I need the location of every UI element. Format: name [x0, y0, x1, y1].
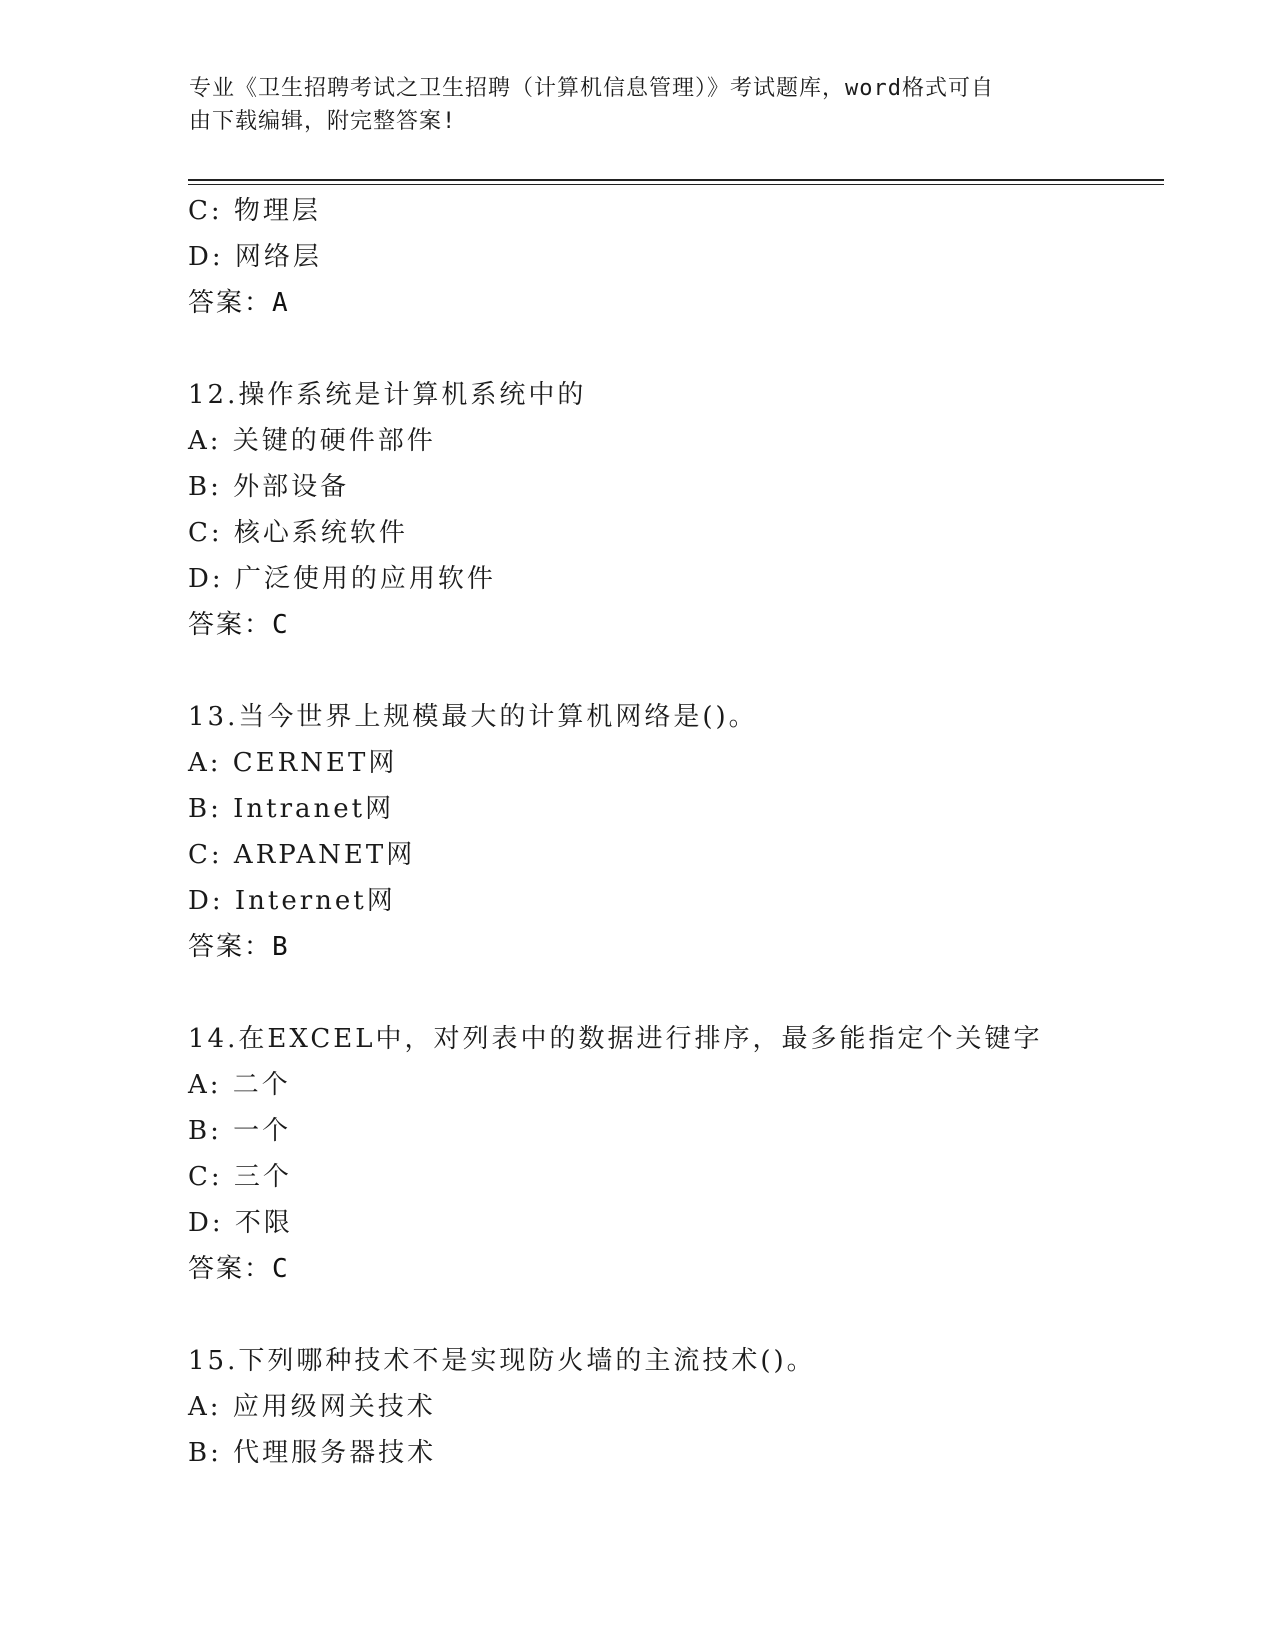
- question-stem: 13.当今世界上规模最大的计算机网络是()。: [188, 702, 758, 732]
- spacer: [188, 970, 1168, 1016]
- question-stem: 12.操作系统是计算机系统中的: [188, 380, 587, 410]
- option-c: C: 物理层: [188, 196, 321, 226]
- question-list: [188, 188, 1168, 1476]
- answer: 答案：B: [188, 932, 290, 962]
- option-a: A: 二个: [188, 1070, 291, 1100]
- document-header: [189, 72, 1069, 138]
- option-c: C: 三个: [188, 1162, 292, 1192]
- header-line-2: 由下载编辑，附完整答案!: [189, 109, 457, 134]
- header-line-1: 专业《卫生招聘考试之卫生招聘（计算机信息管理）》考试题库，word格式可自: [189, 76, 994, 101]
- question-12: [188, 372, 1168, 648]
- option-a: A: CERNET网: [188, 748, 398, 778]
- option-a: A: 关键的硬件部件: [188, 426, 436, 456]
- question-stem: 15.下列哪种技术不是实现防火墙的主流技术()。: [188, 1346, 816, 1376]
- option-d: D: 不限: [188, 1208, 293, 1238]
- question-15: [188, 1338, 1168, 1476]
- option-a: A: 应用级网关技术: [188, 1392, 436, 1422]
- answer: 答案：C: [188, 610, 290, 640]
- option-b: B: 代理服务器技术: [188, 1438, 437, 1468]
- spacer: [188, 326, 1168, 372]
- option-d: D: Internet网: [188, 886, 396, 916]
- option-d: D: 网络层: [188, 242, 322, 272]
- question-11-tail: [188, 188, 1168, 326]
- option-c: C: 核心系统软件: [188, 518, 408, 548]
- spacer: [188, 1292, 1168, 1338]
- option-d: D: 广泛使用的应用软件: [188, 564, 496, 594]
- question-13: [188, 694, 1168, 970]
- answer: 答案：A: [188, 288, 290, 318]
- question-14: [188, 1016, 1168, 1292]
- question-stem: 14.在EXCEL中，对列表中的数据进行排序，最多能指定个关键字: [188, 1024, 1043, 1054]
- answer: 答案：C: [188, 1254, 290, 1284]
- option-b: B: 一个: [188, 1116, 292, 1146]
- spacer: [188, 648, 1168, 694]
- option-b: B: 外部设备: [188, 472, 350, 502]
- option-b: B: Intranet网: [188, 794, 395, 824]
- header-divider-thick: [188, 179, 1164, 181]
- option-c: C: ARPANET网: [188, 840, 416, 870]
- header-divider-thin: [188, 184, 1164, 185]
